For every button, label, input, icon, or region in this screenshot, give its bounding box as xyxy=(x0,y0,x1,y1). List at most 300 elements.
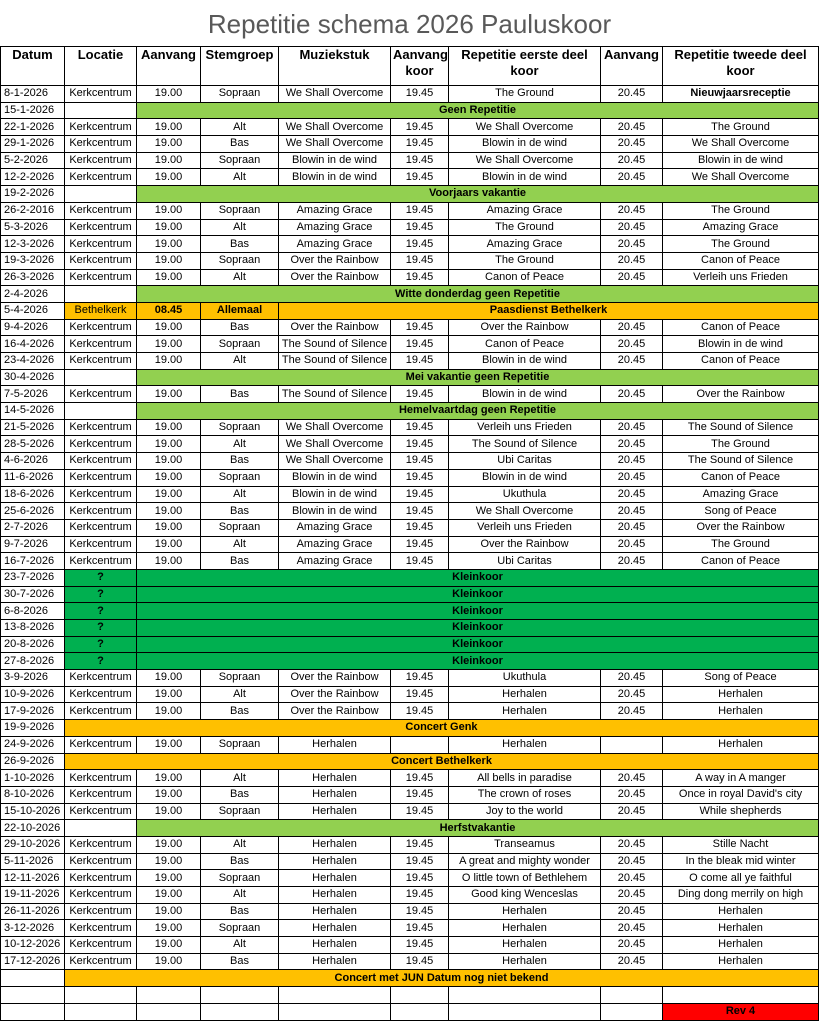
notice-cell: Kleinkoor xyxy=(137,653,819,670)
location-cell: Kerkcentrum xyxy=(65,219,137,236)
voice-group-cell: Bas xyxy=(201,136,279,153)
date-cell: 18-6-2026 xyxy=(1,486,65,503)
first-part-cell: Over the Rainbow xyxy=(449,319,601,336)
table-row xyxy=(1,252,819,269)
choir-start-cell: 19.45 xyxy=(391,836,449,853)
table-row xyxy=(1,853,819,870)
location-cell: Kerkcentrum xyxy=(65,252,137,269)
table-row xyxy=(1,836,819,853)
piece-cell: Blowin in de wind xyxy=(279,486,391,503)
table-row xyxy=(1,336,819,353)
choir-start-cell xyxy=(391,736,449,753)
start-time-cell: 19.00 xyxy=(137,536,201,553)
location-cell: Kerkcentrum xyxy=(65,86,137,103)
choir-start-cell: 19.45 xyxy=(391,953,449,970)
location-cell: Kerkcentrum xyxy=(65,553,137,570)
date-cell: 26-11-2026 xyxy=(1,903,65,920)
notice-cell: Kleinkoor xyxy=(137,603,819,620)
first-part-cell: Verleih uns Frieden xyxy=(449,519,601,536)
voice-group-cell: Alt xyxy=(201,937,279,954)
table-row xyxy=(1,286,819,303)
notice-cell: Geen Repetitie xyxy=(137,102,819,119)
second-start-cell: 20.45 xyxy=(601,853,663,870)
first-part-cell: Herhalen xyxy=(449,953,601,970)
first-part-cell: Canon of Peace xyxy=(449,269,601,286)
first-part-cell: Joy to the world xyxy=(449,803,601,820)
notice-cell: Concert Bethelkerk xyxy=(65,753,819,770)
second-start-cell: 20.45 xyxy=(601,169,663,186)
choir-start-cell: 19.45 xyxy=(391,770,449,787)
start-time-cell: 19.00 xyxy=(137,703,201,720)
table-row xyxy=(1,386,819,403)
start-time-cell: 19.00 xyxy=(137,86,201,103)
choir-start-cell: 19.45 xyxy=(391,219,449,236)
choir-start-cell: 19.45 xyxy=(391,786,449,803)
second-start-cell: 20.45 xyxy=(601,86,663,103)
voice-group-cell: Sopraan xyxy=(201,670,279,687)
location-cell xyxy=(65,369,137,386)
second-part-cell: Blowin in de wind xyxy=(663,336,819,353)
voice-group-cell: Sopraan xyxy=(201,519,279,536)
table-row xyxy=(1,620,819,637)
second-start-cell: 20.45 xyxy=(601,953,663,970)
second-part-cell: While shepherds xyxy=(663,803,819,820)
first-part-cell: All bells in paradise xyxy=(449,770,601,787)
location-cell xyxy=(65,403,137,420)
second-part-cell: We Shall Overcome xyxy=(663,169,819,186)
first-part-cell: Canon of Peace xyxy=(449,336,601,353)
piece-cell: The Sound of Silence xyxy=(279,353,391,370)
second-part-cell: The Ground xyxy=(663,436,819,453)
voice-group-cell: Sopraan xyxy=(201,86,279,103)
piece-cell: Over the Rainbow xyxy=(279,703,391,720)
date-cell: 17-9-2026 xyxy=(1,703,65,720)
notice-cell: Witte donderdag geen Repetitie xyxy=(137,286,819,303)
choir-start-cell: 19.45 xyxy=(391,353,449,370)
piece-cell: Herhalen xyxy=(279,920,391,937)
notice-cell: Voorjaars vakantie xyxy=(137,186,819,203)
header-stemgroep: Stemgroep xyxy=(201,47,279,86)
first-part-cell: The crown of roses xyxy=(449,786,601,803)
table-row xyxy=(1,736,819,753)
header-locatie: Locatie xyxy=(65,47,137,86)
second-start-cell: 20.45 xyxy=(601,670,663,687)
second-start-cell: 20.45 xyxy=(601,536,663,553)
date-cell: 2-4-2026 xyxy=(1,286,65,303)
table-row xyxy=(1,920,819,937)
page-title: Repetitie schema 2026 Pauluskoor xyxy=(207,9,612,39)
location-cell: Kerkcentrum xyxy=(65,519,137,536)
table-row xyxy=(1,419,819,436)
choir-start-cell: 19.45 xyxy=(391,887,449,904)
notice-cell: Kleinkoor xyxy=(137,569,819,586)
table-row xyxy=(1,753,819,770)
second-start-cell: 20.45 xyxy=(601,553,663,570)
date-cell: 8-1-2026 xyxy=(1,86,65,103)
choir-start-cell: 19.45 xyxy=(391,670,449,687)
piece-cell: Blowin in de wind xyxy=(279,503,391,520)
piece-cell: Herhalen xyxy=(279,803,391,820)
location-cell: ? xyxy=(65,636,137,653)
header-repetitie-eerste-deel: Repetitie eerste deel koor xyxy=(449,47,601,86)
notice-cell: Mei vakantie geen Repetitie xyxy=(137,369,819,386)
second-part-cell: Song of Peace xyxy=(663,670,819,687)
choir-start-cell: 19.45 xyxy=(391,519,449,536)
location-cell: Kerkcentrum xyxy=(65,202,137,219)
notice-cell: Kleinkoor xyxy=(137,586,819,603)
piece-cell: Amazing Grace xyxy=(279,202,391,219)
voice-group-cell: Alt xyxy=(201,436,279,453)
table-row xyxy=(1,586,819,603)
voice-group-cell: Alt xyxy=(201,119,279,136)
voice-group-cell: Alt xyxy=(201,486,279,503)
table-row xyxy=(1,152,819,169)
piece-cell: Herhalen xyxy=(279,887,391,904)
first-part-cell: Ubi Caritas xyxy=(449,453,601,470)
start-time-cell: 19.00 xyxy=(137,269,201,286)
second-start-cell: 20.45 xyxy=(601,920,663,937)
date-cell: 10-12-2026 xyxy=(1,937,65,954)
first-part-cell: Blowin in de wind xyxy=(449,136,601,153)
voice-group-cell: Alt xyxy=(201,686,279,703)
location-cell: Kerkcentrum xyxy=(65,686,137,703)
date-cell: 5-4-2026 xyxy=(1,302,65,319)
piece-cell: Herhalen xyxy=(279,903,391,920)
date-cell: 29-10-2026 xyxy=(1,836,65,853)
choir-start-cell: 19.45 xyxy=(391,419,449,436)
location-cell: Kerkcentrum xyxy=(65,136,137,153)
first-part-cell: Amazing Grace xyxy=(449,202,601,219)
header-aanvang-2: Aanvang xyxy=(601,47,663,86)
start-time-cell: 19.00 xyxy=(137,903,201,920)
first-part-cell: Good king Wenceslas xyxy=(449,887,601,904)
notice-cell: Concert met JUN Datum nog niet bekend xyxy=(65,970,819,987)
voice-group-cell: Alt xyxy=(201,219,279,236)
location-cell: Kerkcentrum xyxy=(65,152,137,169)
table-row xyxy=(1,720,819,737)
start-time-cell: 19.00 xyxy=(137,736,201,753)
date-cell: 23-7-2026 xyxy=(1,569,65,586)
table-row xyxy=(1,870,819,887)
first-part-cell: Amazing Grace xyxy=(449,236,601,253)
first-part-cell: Verleih uns Frieden xyxy=(449,419,601,436)
date-cell: 22-1-2026 xyxy=(1,119,65,136)
first-part-cell: The Ground xyxy=(449,252,601,269)
date-cell: 6-8-2026 xyxy=(1,603,65,620)
revision-row xyxy=(1,1003,819,1020)
second-part-cell: Herhalen xyxy=(663,686,819,703)
header-row xyxy=(1,47,819,86)
first-part-cell: Ukuthula xyxy=(449,486,601,503)
schedule-body xyxy=(1,86,819,1021)
start-time-cell: 19.00 xyxy=(137,803,201,820)
start-time-cell: 19.00 xyxy=(137,119,201,136)
start-time-cell: 19.00 xyxy=(137,786,201,803)
start-time-cell: 19.00 xyxy=(137,202,201,219)
location-cell: Kerkcentrum xyxy=(65,536,137,553)
choir-start-cell: 19.45 xyxy=(391,453,449,470)
date-cell: 3-12-2026 xyxy=(1,920,65,937)
second-start-cell: 20.45 xyxy=(601,336,663,353)
piece-cell: The Sound of Silence xyxy=(279,386,391,403)
second-start-cell: 20.45 xyxy=(601,870,663,887)
voice-group-cell: Sopraan xyxy=(201,152,279,169)
header-muziekstuk: Muziekstuk xyxy=(279,47,391,86)
location-cell: Kerkcentrum xyxy=(65,319,137,336)
date-cell: 16-7-2026 xyxy=(1,553,65,570)
empty-cell xyxy=(65,987,137,1004)
choir-start-cell: 19.45 xyxy=(391,703,449,720)
second-part-cell: Stille Nacht xyxy=(663,836,819,853)
table-row xyxy=(1,653,819,670)
first-part-cell: Blowin in de wind xyxy=(449,353,601,370)
table-row xyxy=(1,269,819,286)
date-cell: 15-1-2026 xyxy=(1,102,65,119)
location-cell: Kerkcentrum xyxy=(65,353,137,370)
notice-cell: Concert Genk xyxy=(65,720,819,737)
table-row xyxy=(1,369,819,386)
second-start-cell: 20.45 xyxy=(601,903,663,920)
second-part-cell: Once in royal David's city xyxy=(663,786,819,803)
second-start-cell: 20.45 xyxy=(601,486,663,503)
location-cell: Kerkcentrum xyxy=(65,269,137,286)
location-cell: Kerkcentrum xyxy=(65,419,137,436)
location-cell: Kerkcentrum xyxy=(65,486,137,503)
piece-cell: Amazing Grace xyxy=(279,236,391,253)
table-row xyxy=(1,469,819,486)
date-cell: 9-4-2026 xyxy=(1,319,65,336)
choir-start-cell: 19.45 xyxy=(391,119,449,136)
start-time-cell: 19.00 xyxy=(137,486,201,503)
table-row xyxy=(1,820,819,837)
table-row xyxy=(1,486,819,503)
empty-cell xyxy=(65,1003,137,1020)
second-part-cell: Herhalen xyxy=(663,703,819,720)
choir-start-cell: 19.45 xyxy=(391,319,449,336)
location-cell xyxy=(65,102,137,119)
start-time-cell: 19.00 xyxy=(137,436,201,453)
voice-group-cell: Bas xyxy=(201,503,279,520)
date-cell: 11-6-2026 xyxy=(1,469,65,486)
voice-group-cell: Bas xyxy=(201,853,279,870)
piece-cell: Over the Rainbow xyxy=(279,670,391,687)
start-time-cell: 19.00 xyxy=(137,920,201,937)
date-cell: 5-11-2026 xyxy=(1,853,65,870)
location-cell: Kerkcentrum xyxy=(65,887,137,904)
location-cell: Kerkcentrum xyxy=(65,453,137,470)
second-start-cell: 20.45 xyxy=(601,152,663,169)
voice-group-cell: Sopraan xyxy=(201,202,279,219)
second-part-cell: Canon of Peace xyxy=(663,553,819,570)
table-row xyxy=(1,186,819,203)
second-part-cell: Herhalen xyxy=(663,920,819,937)
second-start-cell: 20.45 xyxy=(601,686,663,703)
second-start-cell: 20.45 xyxy=(601,136,663,153)
choir-start-cell: 19.45 xyxy=(391,853,449,870)
location-cell: Kerkcentrum xyxy=(65,436,137,453)
start-time-cell: 19.00 xyxy=(137,353,201,370)
location-cell: Kerkcentrum xyxy=(65,386,137,403)
date-cell: 26-9-2026 xyxy=(1,753,65,770)
date-cell: 17-12-2026 xyxy=(1,953,65,970)
start-time-cell: 19.00 xyxy=(137,252,201,269)
choir-start-cell: 19.45 xyxy=(391,903,449,920)
empty-cell xyxy=(391,1003,449,1020)
second-part-cell: Nieuwjaarsreceptie xyxy=(663,86,819,103)
location-cell: Kerkcentrum xyxy=(65,937,137,954)
second-part-cell: Herhalen xyxy=(663,937,819,954)
table-row xyxy=(1,436,819,453)
second-start-cell: 20.45 xyxy=(601,236,663,253)
choir-start-cell: 19.45 xyxy=(391,803,449,820)
piece-cell: We Shall Overcome xyxy=(279,453,391,470)
location-cell: Kerkcentrum xyxy=(65,236,137,253)
second-start-cell: 20.45 xyxy=(601,453,663,470)
choir-start-cell: 19.45 xyxy=(391,386,449,403)
voice-group-cell: Alt xyxy=(201,887,279,904)
date-cell: 19-11-2026 xyxy=(1,887,65,904)
location-cell: ? xyxy=(65,603,137,620)
piece-cell: Herhalen xyxy=(279,937,391,954)
date-cell: 30-7-2026 xyxy=(1,586,65,603)
second-part-cell: Canon of Peace xyxy=(663,252,819,269)
second-part-cell: Canon of Peace xyxy=(663,469,819,486)
second-part-cell: Canon of Peace xyxy=(663,353,819,370)
choir-start-cell: 19.45 xyxy=(391,553,449,570)
choir-start-cell: 19.45 xyxy=(391,236,449,253)
second-part-cell: The Ground xyxy=(663,202,819,219)
date-cell: 1-10-2026 xyxy=(1,770,65,787)
date-cell: 8-10-2026 xyxy=(1,786,65,803)
piece-cell: Over the Rainbow xyxy=(279,686,391,703)
start-time-cell: 19.00 xyxy=(137,836,201,853)
date-cell: 3-9-2026 xyxy=(1,670,65,687)
piece-cell: Herhalen xyxy=(279,870,391,887)
first-part-cell: Herhalen xyxy=(449,920,601,937)
voice-group-cell: Sopraan xyxy=(201,803,279,820)
location-cell: Kerkcentrum xyxy=(65,870,137,887)
piece-cell: Amazing Grace xyxy=(279,519,391,536)
start-time-cell: 19.00 xyxy=(137,386,201,403)
start-time-cell: 19.00 xyxy=(137,770,201,787)
empty-row xyxy=(1,987,819,1004)
first-part-cell: Herhalen xyxy=(449,703,601,720)
location-cell: Kerkcentrum xyxy=(65,903,137,920)
date-cell: 14-5-2026 xyxy=(1,403,65,420)
voice-group-cell: Alt xyxy=(201,770,279,787)
choir-start-cell: 19.45 xyxy=(391,152,449,169)
choir-start-cell: 19.45 xyxy=(391,136,449,153)
first-part-cell: A great and mighty wonder xyxy=(449,853,601,870)
empty-cell xyxy=(449,1003,601,1020)
location-cell: ? xyxy=(65,586,137,603)
voice-group-cell: Allemaal xyxy=(201,302,279,319)
piece-cell: Over the Rainbow xyxy=(279,319,391,336)
date-cell: 5-2-2026 xyxy=(1,152,65,169)
voice-group-cell: Sopraan xyxy=(201,419,279,436)
start-time-cell: 19.00 xyxy=(137,953,201,970)
first-part-cell: Transeamus xyxy=(449,836,601,853)
date-cell: 4-6-2026 xyxy=(1,453,65,470)
second-part-cell: Over the Rainbow xyxy=(663,519,819,536)
piece-cell: Blowin in de wind xyxy=(279,169,391,186)
location-cell: Kerkcentrum xyxy=(65,836,137,853)
first-part-cell: Herhalen xyxy=(449,686,601,703)
piece-cell: Blowin in de wind xyxy=(279,469,391,486)
second-start-cell: 20.45 xyxy=(601,519,663,536)
date-cell: 20-8-2026 xyxy=(1,636,65,653)
header-aanvang: Aanvang xyxy=(137,47,201,86)
first-part-cell: Ubi Caritas xyxy=(449,553,601,570)
location-cell: Bethelkerk xyxy=(65,302,137,319)
voice-group-cell: Bas xyxy=(201,786,279,803)
table-row xyxy=(1,353,819,370)
voice-group-cell: Bas xyxy=(201,236,279,253)
date-cell: 2-7-2026 xyxy=(1,519,65,536)
location-cell: Kerkcentrum xyxy=(65,169,137,186)
table-row xyxy=(1,970,819,987)
date-cell: 19-3-2026 xyxy=(1,252,65,269)
empty-cell xyxy=(201,1003,279,1020)
header-repetitie-tweede-deel: Repetitie tweede deel koor xyxy=(663,47,819,86)
empty-cell xyxy=(279,1003,391,1020)
location-cell: Kerkcentrum xyxy=(65,670,137,687)
start-time-cell: 19.00 xyxy=(137,152,201,169)
second-start-cell: 20.45 xyxy=(601,219,663,236)
date-cell: 24-9-2026 xyxy=(1,736,65,753)
table-row xyxy=(1,903,819,920)
voice-group-cell: Sopraan xyxy=(201,469,279,486)
location-cell: Kerkcentrum xyxy=(65,336,137,353)
second-start-cell: 20.45 xyxy=(601,269,663,286)
second-start-cell: 20.45 xyxy=(601,786,663,803)
start-time-cell: 19.00 xyxy=(137,887,201,904)
piece-cell: We Shall Overcome xyxy=(279,86,391,103)
header-aanvang-koor: Aanvang koor xyxy=(391,47,449,86)
start-time-cell: 19.00 xyxy=(137,670,201,687)
date-cell: 19-9-2026 xyxy=(1,720,65,737)
voice-group-cell: Alt xyxy=(201,353,279,370)
second-start-cell xyxy=(601,736,663,753)
table-row xyxy=(1,519,819,536)
location-cell: Kerkcentrum xyxy=(65,770,137,787)
date-cell: 12-11-2026 xyxy=(1,870,65,887)
notice-cell: Kleinkoor xyxy=(137,620,819,637)
second-start-cell: 20.45 xyxy=(601,887,663,904)
start-time-cell: 19.00 xyxy=(137,319,201,336)
start-time-cell: 19.00 xyxy=(137,686,201,703)
empty-cell xyxy=(1,987,65,1004)
table-row xyxy=(1,770,819,787)
table-row xyxy=(1,686,819,703)
piece-cell: Herhalen xyxy=(279,853,391,870)
choir-start-cell: 19.45 xyxy=(391,202,449,219)
table-row xyxy=(1,569,819,586)
second-start-cell: 20.45 xyxy=(601,419,663,436)
first-part-cell: We Shall Overcome xyxy=(449,119,601,136)
location-cell: Kerkcentrum xyxy=(65,469,137,486)
start-time-cell: 19.00 xyxy=(137,469,201,486)
date-cell: 22-10-2026 xyxy=(1,820,65,837)
second-start-cell: 20.45 xyxy=(601,386,663,403)
table-row xyxy=(1,86,819,103)
choir-start-cell: 19.45 xyxy=(391,269,449,286)
location-cell: ? xyxy=(65,653,137,670)
date-cell: 30-4-2026 xyxy=(1,369,65,386)
second-start-cell: 20.45 xyxy=(601,319,663,336)
first-part-cell: The Sound of Silence xyxy=(449,436,601,453)
voice-group-cell: Bas xyxy=(201,553,279,570)
